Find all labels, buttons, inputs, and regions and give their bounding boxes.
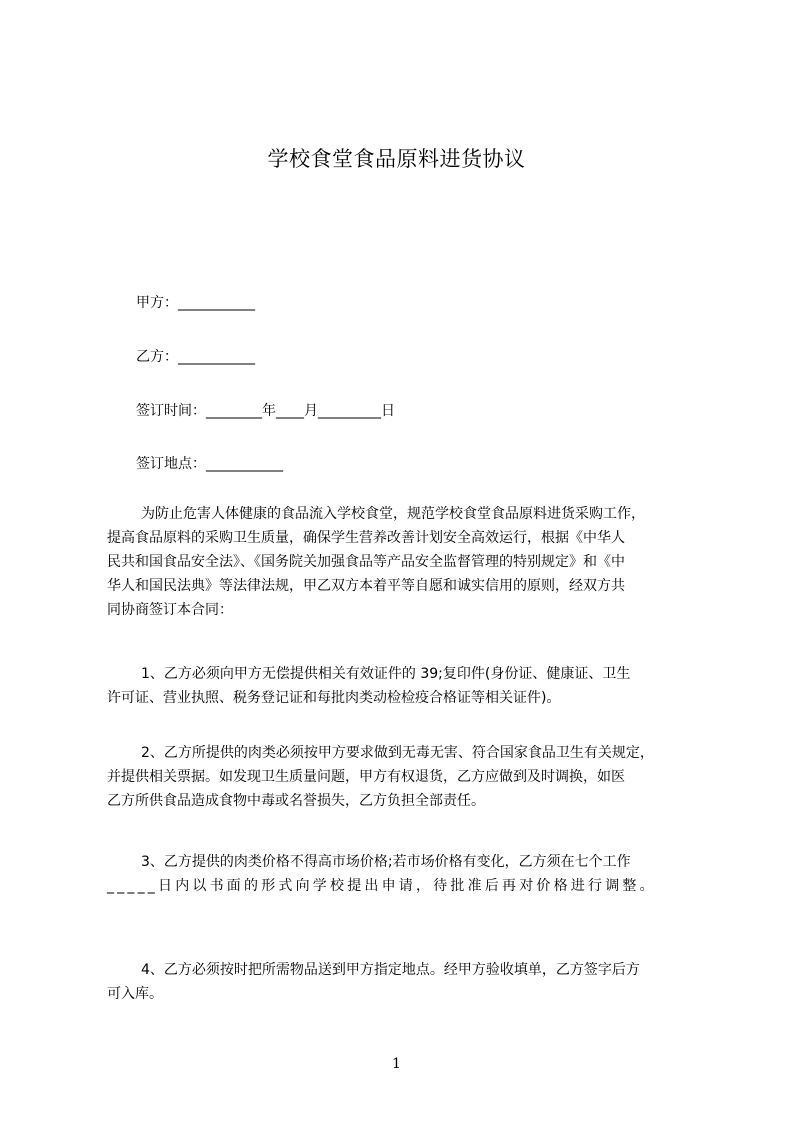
clause-2 xyxy=(107,741,707,813)
clause-line: 许可证、营业执照、税务登记证和每批肉类动检检疫合格证等相关证件)。 xyxy=(107,690,561,706)
sign-date-field: 签订时间：________年____月_________日 xyxy=(136,403,395,419)
sign-place-field: 签订地点：___________ xyxy=(136,456,283,472)
clause-line: 乙方所供食品造成食物中毒或名誉损失，乙方负担全部责任。 xyxy=(107,793,485,809)
clause-line: 可入库。 xyxy=(107,986,163,1002)
page-number: 1 xyxy=(392,1056,401,1072)
clause-line: 4、乙方必须按时把所需物品送到甲方指定地点。经甲方验收填单，乙方签字后方 xyxy=(141,962,640,978)
preamble-line: 提高食品原料的采购卫生质量，确保学生营养改善计划安全高效运行，根据《中华人 xyxy=(107,530,625,546)
document-title: 学校食堂食品原料进货协议 xyxy=(267,147,526,171)
clause-3 xyxy=(107,850,707,898)
clause-line: 1、乙方必须向甲方无偿提供相关有效证件的 39;复印件(身份证、健康证、卫生 xyxy=(141,666,631,682)
preamble-line: 华人和国民法典》等法律法规，甲乙双方本着平等自愿和诚实信用的原则，经双方共 xyxy=(107,578,625,594)
party-b-field: 乙方：___________ xyxy=(136,349,255,365)
clause-line: _____日内以书面的形式向学校提出申请，待批准后再对价格进行调整。 xyxy=(107,878,657,894)
preamble-paragraph xyxy=(107,502,707,622)
clause-line: 3、乙方提供的肉类价格不得高市场价格;若市场价格有变化，乙方须在七个工作 xyxy=(141,854,631,870)
clause-line: 并提供相关票据。如发现卫生质量问题，甲方有权退货，乙方应做到及时调换，如医 xyxy=(107,769,625,785)
clause-line: 2、乙方所提供的肉类必须按甲方要求做到无毒无害、符合国家食品卫生有关规定， xyxy=(141,745,654,761)
preamble-line: 民共和国食品安全法》、《国务院关加强食品等产品安全监督管理的特别规定》和《中 xyxy=(107,554,625,570)
preamble-line: 同协商签订本合同： xyxy=(107,602,233,618)
clause-4 xyxy=(107,958,707,1006)
clause-1 xyxy=(107,662,707,710)
party-a-field: 甲方：___________ xyxy=(136,295,255,311)
preamble-line: 为防止危害人体健康的食品流入学校食堂，规范学校食堂食品原料进货采购工作， xyxy=(141,506,645,522)
